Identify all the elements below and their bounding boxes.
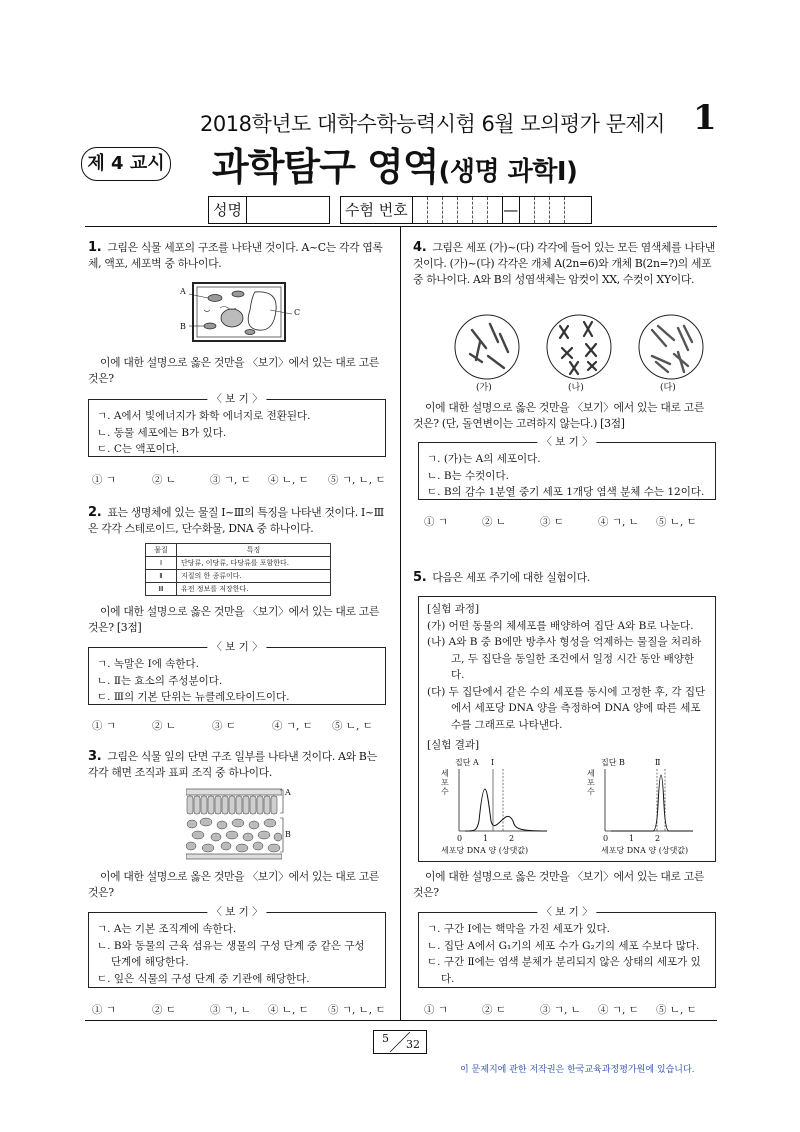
choice-1[interactable]: ① ㄱ [424,516,448,528]
result-title: [실험 결과] [427,739,480,751]
question-number: 4. [413,240,427,255]
bogi-item: ㄴ. B는 수컷이다. [427,469,509,482]
table-cell: Ⅰ [146,557,177,570]
question-1-choices [92,472,392,487]
step-ga: (가) 어떤 동물의 체세포를 배양하여 집단 A와 B로 나눈다. [427,619,694,632]
question-4-bogi [418,436,716,500]
table-cell: 유전 정보를 저장한다. [177,583,331,596]
question-text: 다음은 세포 주기에 대한 실험이다. [432,571,590,584]
name-label: 성명 [209,197,247,223]
choice-3[interactable]: ③ ㄱ, ㄷ [210,474,251,486]
name-input-area[interactable] [247,197,329,223]
exam-digit-cell[interactable] [428,197,443,223]
exam-title: 2018학년도 대학수학능력시험 6월 모의평가 문제지 [200,112,665,136]
total-pages: 32 [406,1038,420,1051]
question-text: 표는 생명체에 있는 물질 Ⅰ~Ⅲ의 특징을 나타낸 것이다. Ⅰ~Ⅲ은 각각 스테로이드, 단수화물, DNA 중 하나이다. [88,506,384,535]
interval-1-label: Ⅰ [491,758,495,767]
leaf-section-figure [186,788,296,860]
cell-label-ga: (가) [476,383,492,393]
choice-5[interactable]: ⑤ ㄱ, ㄴ, ㄷ [328,1004,386,1016]
bogi-item: ㄷ. Ⅲ의 기본 단위는 뉴클레오타이드이다. [97,691,290,703]
choice-5[interactable]: ⑤ ㄴ, ㄷ [332,720,373,732]
y-axis-label: 세 포 수 [441,769,449,796]
exam-digit-cell[interactable] [488,197,503,223]
table-cell: 단당류, 이당류, 다당류를 포함한다. [177,557,331,570]
question-2 [88,505,388,537]
table-cell: Ⅱ [146,570,177,583]
choice-1[interactable]: ① ㄱ [92,1004,116,1016]
step-na: (나) A와 B 중 B에만 방추사 형성을 억제하는 물질을 처리하고, 두 집단을 동일한 조건에서 일정 시간 동안 배양한다. [427,636,702,681]
choice-5[interactable]: ⑤ ㄴ, ㄷ [656,516,697,528]
experiment-box [418,596,716,862]
question-3-choices [92,1002,392,1017]
page-indicator [373,1030,427,1054]
exam-digit-cell[interactable] [458,197,473,223]
question-5-bogi [418,906,716,988]
axis-tick-2: 2 [655,834,661,843]
bogi-item: ㄱ. 구간 Ⅰ에는 핵막을 가진 세포가 있다. [427,923,610,935]
graph-b-title: 집단 B [601,758,625,767]
question-text: 그림은 식물 세포의 구조를 나타낸 것이다. A~C는 각각 엽록체, 액포, 세포벽 중 하나이다. [88,241,383,270]
label-a: A [180,287,186,296]
exam-number-dash: — [503,197,520,223]
question-2-choices [92,718,392,733]
choice-2[interactable]: ② ㄴ [152,474,176,486]
question-text: 그림은 세포 (가)~(다) 각각에 들어 있는 모든 염색체를 나타낸 것이다. (가)~(다) 각각은 개체 A(2n=6)와 개체 B(2n=?)의 세포 중 하나이다. A와 B의 성염색체는 암컷이 XX, 수컷이 XY이다. [413,241,715,286]
exam-number-label: 수험 번호 [341,197,413,223]
question-5-prompt: 이에 대한 설명으로 옳은 것만을 〈보기〉에서 있는 대로 고른 것은? [413,870,705,899]
bogi-item: ㄴ. Ⅱ는 효소의 주성분이다. [97,674,223,687]
current-page: 5 [382,1032,389,1045]
bogi-item: ㄱ. 녹말은 Ⅰ에 속한다. [97,658,199,670]
choice-2[interactable]: ② ㄴ [482,516,506,528]
graph-b [587,755,717,855]
copyright-notice: 이 문제지에 관한 저작권은 한국교육과정평가원에 있습니다. [460,1065,695,1075]
exam-digit-cell[interactable] [535,197,550,223]
question-text: 그림은 식물 잎의 단면 구조 일부를 나타낸 것이다. A와 B는 각각 해면 조직과 표피 조직 중 하나이다. [88,750,377,779]
choice-4[interactable]: ④ ㄴ, ㄷ [268,1004,309,1016]
page-number: 1 [693,98,717,138]
question-3 [88,749,388,781]
question-4-choices [424,514,724,529]
bogi-title: 〈 보 기 〉 [207,391,266,408]
bogi-item: ㄴ. 동물 세포에는 B가 있다. [97,426,227,439]
exam-digit-cell[interactable] [565,197,579,223]
cell-label-na: (나) [568,383,584,393]
exam-digit-cell[interactable] [443,197,458,223]
question-4 [413,240,717,288]
bogi-item: ㄴ. B와 동물의 근육 섬유는 생물의 구성 단계 중 같은 구성 단계에 해당한다. [97,939,365,968]
question-number: 3. [88,749,102,764]
bogi-item: ㄱ. (가)는 A의 세포이다. [427,453,541,465]
question-5 [413,570,717,586]
label-a: A [285,788,291,797]
bogi-title: 〈 보 기 〉 [207,639,266,656]
bogi-title: 〈 보 기 〉 [537,434,596,451]
subject-name: 과학탐구 영역 [212,145,439,189]
table-header: 물질 [146,544,177,557]
label-b: B [180,322,186,331]
choice-5[interactable]: ⑤ ㄴ, ㄷ [656,1004,697,1016]
choice-2[interactable]: ② ㄷ [152,1004,176,1016]
choice-1[interactable]: ① ㄱ [424,1004,448,1016]
footer-rule [85,1020,717,1021]
axis-zero: 0 [603,834,609,843]
question-1-bogi [88,393,386,457]
plant-cell-figure [180,280,305,345]
exam-digit-cell[interactable] [473,197,488,223]
choice-3[interactable]: ③ ㄱ, ㄴ [210,1004,251,1016]
bogi-item: ㄴ. 집단 A에서 G₁기의 세포 수가 G₂기의 세포 수보다 많다. [427,939,700,952]
name-field[interactable] [208,196,330,224]
label-b: B [285,830,291,839]
process-title: [실험 과정] [427,603,480,615]
table-cell: 지질의 한 종류이다. [177,570,331,583]
choice-4[interactable]: ④ ㄱ, ㄷ [272,720,313,732]
bogi-title: 〈 보 기 〉 [537,904,596,921]
graph-a [441,755,571,855]
y-axis-label: 세 포 수 [587,769,595,796]
subject-subtitle: (생명 과학Ⅰ) [438,157,578,187]
bogi-title: 〈 보 기 〉 [207,904,266,921]
period-badge: 제 4 교시 [81,147,171,181]
question-number: 2. [88,505,102,520]
table-cell: Ⅲ [146,583,177,596]
question-2-prompt: 이에 대한 설명으로 옳은 것만을 〈보기〉에서 있는 대로 고른 것은? [3점] [88,605,380,634]
question-4-prompt: 이에 대한 설명으로 옳은 것만을 〈보기〉에서 있는 대로 고른 것은? (단, 돌연변이는 고려하지 않는다.) [3점] [413,401,705,430]
question-3-prompt: 이에 대한 설명으로 옳은 것만을 〈보기〉에서 있는 대로 고른 것은? [88,870,380,899]
axis-tick-2: 2 [509,834,515,843]
bogi-item: ㄱ. A에서 빛에너지가 화학 에너지로 전환된다. [97,410,311,422]
table-header: 특징 [177,544,331,557]
bogi-item: ㄷ. C는 액포이다. [97,443,180,455]
axis-tick-1: 1 [483,834,489,843]
step-da: (다) 두 집단에서 같은 수의 세포를 동시에 고정한 후, 각 집단에서 세포당 DNA 양을 측정하여 DNA 양에 따른 세포 수를 그래프로 나타낸다. [427,685,706,731]
graph-a-xlabel: 세포당 DNA 양 (상댓값) [441,846,529,855]
question-3-bogi [88,906,386,988]
choice-5[interactable]: ⑤ ㄱ, ㄴ, ㄷ [328,474,386,486]
question-1-prompt: 이에 대한 설명으로 옳은 것만을 〈보기〉에서 있는 대로 고른 것은? [88,356,380,385]
table-row [146,557,331,570]
label-c: C [294,308,301,317]
table-row [146,583,331,596]
bogi-item: ㄷ. 잎은 식물의 구성 단계 중 기관에 해당한다. [97,972,310,985]
exam-number-field[interactable] [340,196,592,224]
exam-digit-cell[interactable] [550,197,565,223]
question-number: 1. [88,240,102,255]
choice-1[interactable]: ① ㄱ [92,720,116,732]
header-rule [85,226,717,227]
table-row [146,570,331,583]
choice-4[interactable]: ④ ㄱ, ㄷ [598,1004,639,1016]
choice-3[interactable]: ③ ㄱ, ㄴ [540,1004,581,1016]
choice-2[interactable]: ② ㄷ [482,1004,506,1016]
question-1 [88,240,388,272]
choice-4[interactable]: ④ ㄴ, ㄷ [268,474,309,486]
chromosome-figures [452,312,706,392]
axis-zero: 0 [457,834,463,843]
question-5-choices [424,1002,724,1017]
bogi-item: ㄱ. A는 기본 조직계에 속한다. [97,923,237,935]
substance-table [145,543,331,596]
column-divider [400,226,401,1021]
cell-label-da: (다) [660,383,676,393]
choice-2[interactable]: ② ㄴ [152,720,176,732]
axis-tick-1: 1 [629,834,635,843]
choice-3[interactable]: ③ ㄷ [212,720,236,732]
choice-1[interactable]: ① ㄱ [92,474,116,486]
choice-4[interactable]: ④ ㄱ, ㄴ [598,516,639,528]
subject-title [212,136,577,191]
interval-2-label: Ⅱ [655,758,661,767]
bogi-item: ㄷ. B의 감수 1분열 중기 세포 1개당 염색 분체 수는 12이다. [427,486,705,498]
exam-digit-cell[interactable] [520,197,535,223]
question-2-bogi [88,641,386,705]
exam-digit-cell[interactable] [413,197,428,223]
choice-3[interactable]: ③ ㄷ [540,516,564,528]
question-number: 5. [413,570,427,585]
graph-a-title: 집단 A [455,758,479,767]
bogi-item: ㄷ. 구간 Ⅱ에는 염색 분체가 분리되지 않은 상태의 세포가 있다. [427,956,701,985]
graph-b-xlabel: 세포당 DNA 양 (상댓값) [601,846,689,855]
